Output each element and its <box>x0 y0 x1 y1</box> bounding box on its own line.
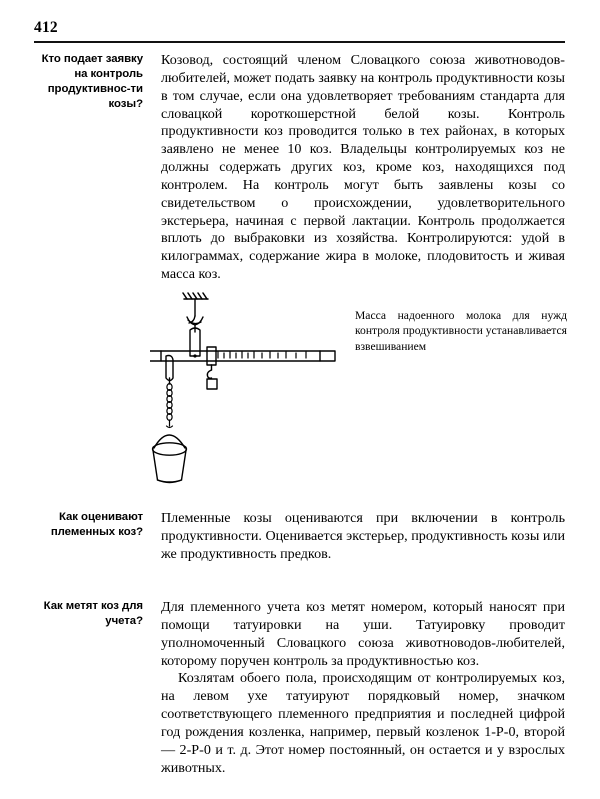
sliding-poise <box>207 347 217 389</box>
page-number: 412 <box>34 19 58 36</box>
paragraph: Козлятам обоего пола, происходящим от контролируемых коз, на левом ухе татуируют порядковый номер, значком соответствующего племенного предприятия и последней цифрой год рождения козленка, например, первый козленок 1-Р-0, второй — 2-Р-0 и т. д. Этот номер постоянный, он остается и у взрослых животных. <box>161 670 565 776</box>
question-label-evaluate: Как оценивают племенных коз? <box>50 511 143 539</box>
pivot-dot <box>193 354 196 357</box>
load-hanger <box>166 356 173 385</box>
steelyard-balance-svg <box>150 292 350 487</box>
qa-block-evaluate <box>34 510 565 564</box>
steelyard-balance-illustration <box>150 292 350 487</box>
header-rule <box>34 41 565 43</box>
question-label-application: Кто подает заявку на контроль продуктивнос-ти козы? <box>41 53 143 111</box>
answer-text-evaluate <box>161 510 565 564</box>
answer-text-marking <box>161 599 565 777</box>
qa-block-application <box>34 52 565 284</box>
figure-milk-weighing <box>150 292 565 487</box>
suspension-rod <box>189 299 195 323</box>
figure-caption: Масса надоенного молока для нужд контроля продуктивности устанавливается взвешиванием <box>355 309 567 353</box>
answer-text-application <box>161 52 565 284</box>
question-label-marking: Как метят коз для учета? <box>43 600 143 628</box>
poise-weight <box>207 379 217 389</box>
page-header <box>34 20 565 43</box>
beam-graduations <box>218 352 306 358</box>
paragraph: Козовод, состоящий членом Словацкого союза животноводов-любителей, может подать заявку на контроль продуктивности козы в том случае, если она удовлетворяет требованиям стандарта для словацкой короткошерстной белой козы. Контроль продуктивности коз проводится только в тех районах, в которых заявлено не менее 10 коз. Владельцы контролируемых коз не должны содержать других коз, кроме коз, находящихся под контролем. На контроль могут быть заявлены козы со свидетельством о происхождении, удовлетворительного экстерьера, начиная с первой лактации. Контроль продолжается вплоть до выбраковки из хозяйства. Контролируются: удой в килограммах, содержание жира в молоке, плодовитость и живая масса коз. <box>161 52 565 283</box>
bucket <box>153 435 187 483</box>
hanging-chain <box>167 384 173 428</box>
qa-block-marking <box>34 599 565 777</box>
paragraph: Для племенного учета коз метят номером, который наносят при помощи татуировки на уши. Татуировку проводит уполномоченный Словацкого союза животноводов-любителей, которому поручен контроль за продуктивностью коз. <box>161 599 565 669</box>
paragraph: Племенные козы оцениваются при включении в контроль продуктивности. Оценивается экстерьер, продуктивность козы или же продуктивность предков. <box>161 510 565 562</box>
ceiling-hatching <box>183 293 208 299</box>
